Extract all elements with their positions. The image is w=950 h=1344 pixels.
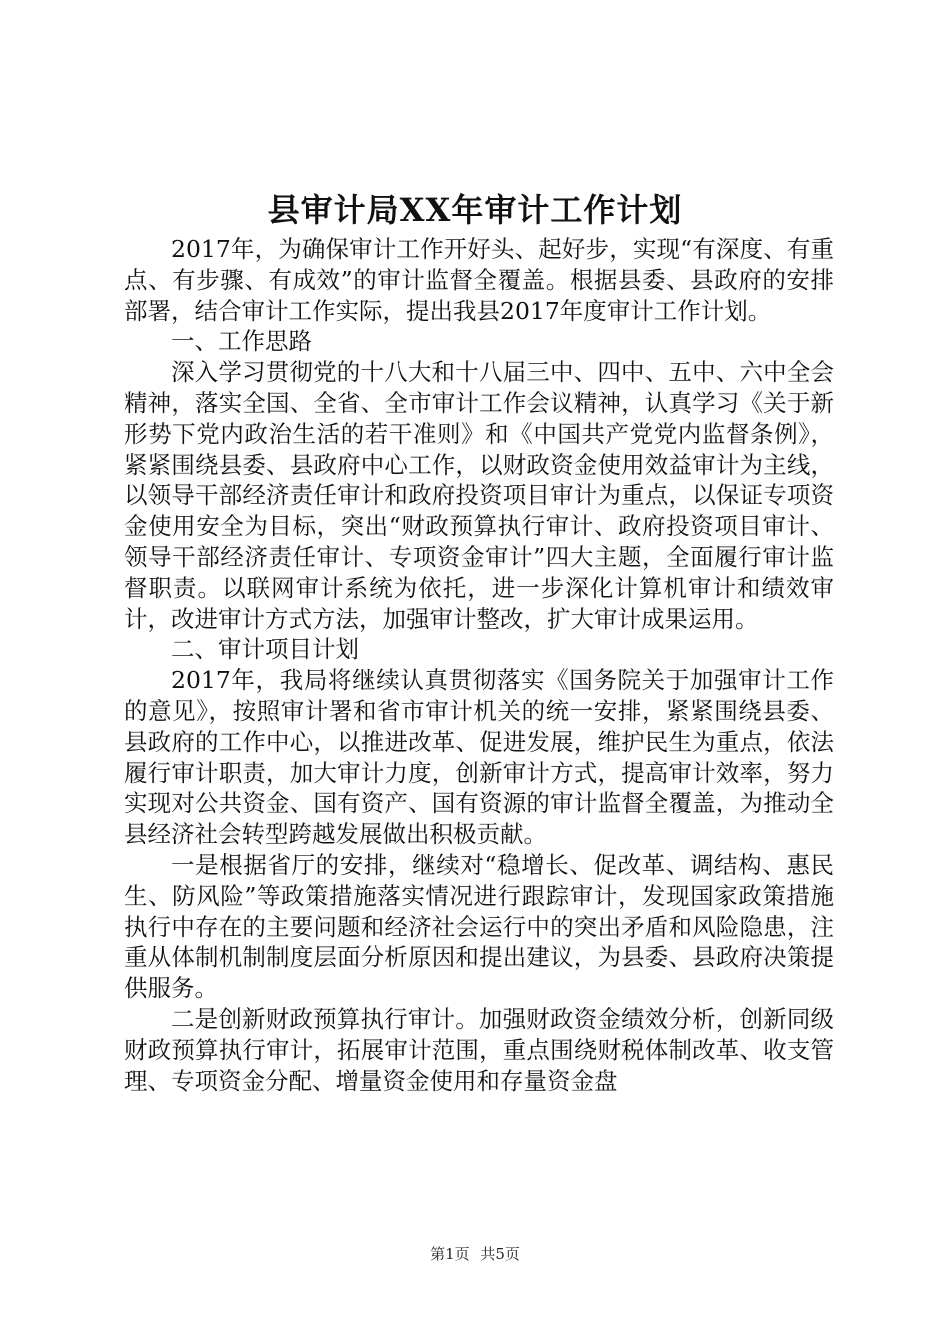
document-body [124,234,834,1096]
page-total: 共5页 [480,1245,520,1263]
paragraph-work-approach: 深入学习贯彻党的十八大和十八届三中、四中、五中、六中全会精神，落实全国、全省、全市审计工作会议精神，认真学习《关于新形势下党内政治生活的若干准则》和《中国共产党党内监督条例》，紧紧围绕县委、县政府中心工作，以财政资金使用效益审计为主线，以领导干部经济责任审计和政府投资项目审计为重点，以保证专项资金使用安全为目标，突出“财政预算执行审计、政府投资项目审计、领导干部经济责任审计、专项资金审计”四大主题，全面履行审计监督职责。以联网审计系统为依托，进一步深化计算机审计和绩效审计，改进审计方式方法，加强审计整改，扩大审计成果运用。 [124,358,834,633]
paragraph-intro: 2017年，为确保审计工作开好头、起好步，实现“有深度、有重点、有步骤、有成效”的审计监督全覆盖。根据县委、县政府的安排部署，结合审计工作实际，提出我县2017年度审计工作计划。 [124,235,834,325]
page-number: 第1页 [430,1245,470,1263]
section-heading-1: 一、工作思路 [171,327,312,356]
document-title: 县审计局XX年审计工作计划 [267,191,683,229]
paragraph-project-plan: 2017年，我局将继续认真贯彻落实《国务院关于加强审计工作的意见》，按照审计署和省市审计机关的统一安排，紧紧围绕县委、县政府的工作中心，以推进改革、促进发展，维护民生为重点，依法履行审计职责，加大审计力度，创新审计方式，提高审计效率，努力实现对公共资金、国有资产、国有资源的审计监督全覆盖，为推动全县经济社会转型跨越发展做出积极贡献。 [124,666,834,849]
paragraph-item-1: 一是根据省厅的安排，继续对“稳增长、促改革、调结构、惠民生、防风险”等政策措施落实情况进行跟踪审计，发现国家政策措施执行中存在的主要问题和经济社会运行中的突出矛盾和风险隐患，注重从体制机制制度层面分析原因和提出建议，为县委、县政府决策提供服务。 [124,850,834,1003]
page-footer [0,1244,950,1264]
paragraph-item-2: 二是创新财政预算执行审计。加强财政资金绩效分析，创新同级财政预算执行审计，拓展审计范围，重点围绕财税体制改革、收支管理、专项资金分配、增量资金使用和存量资金盘 [124,1004,834,1095]
section-heading-2: 二、审计项目计划 [171,635,359,664]
